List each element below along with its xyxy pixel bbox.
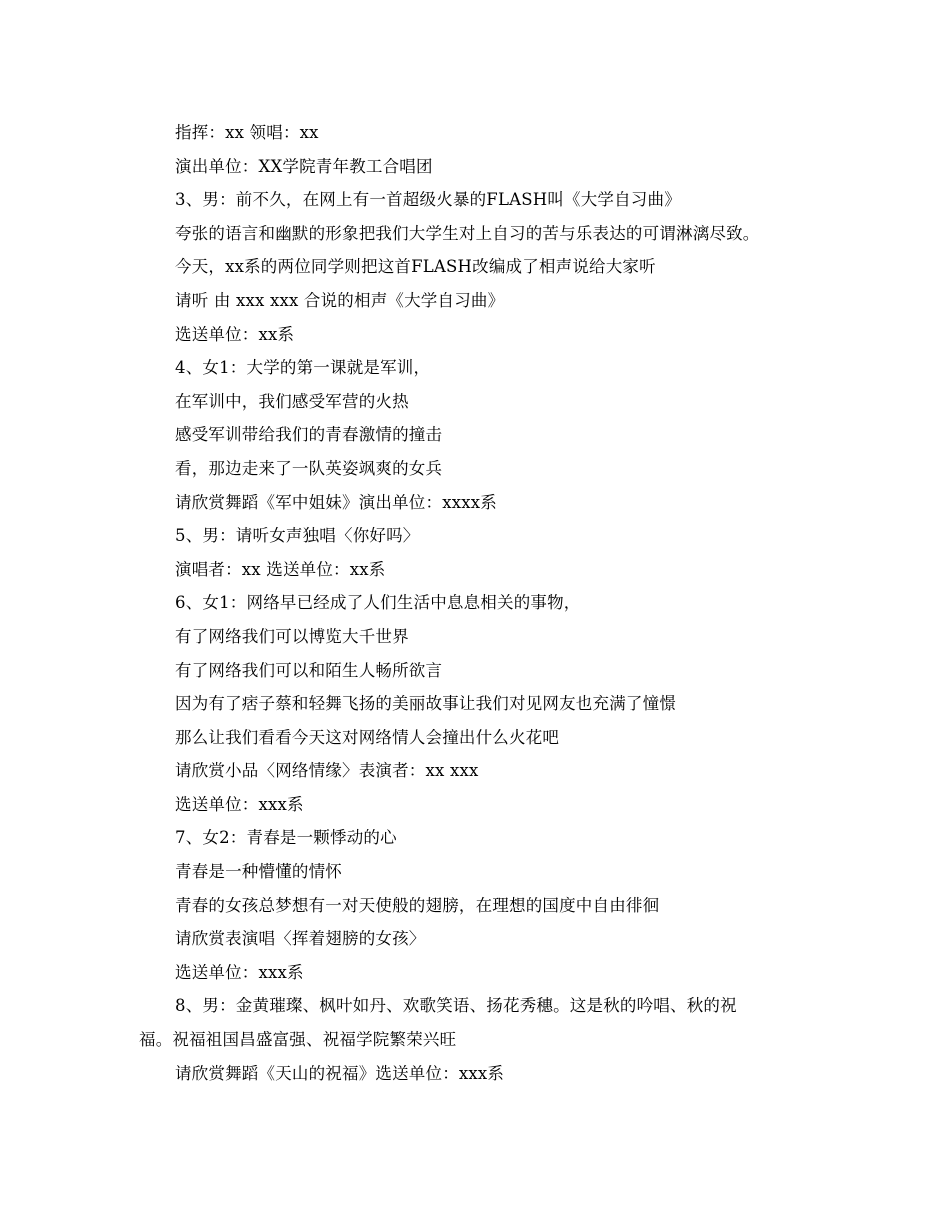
paragraph-8-line-1: 8、男：金黄璀璨、枫叶如丹、欢歌笑语、扬花秀穗。这是秋的吟唱、秋的祝	[175, 996, 737, 1016]
text-line: 3、男：前不久，在网上有一首超级火暴的FLASH叫《大学自习曲》	[175, 190, 681, 210]
text-line: 今天，xx系的两位同学则把这首FLASH改编成了相声说给大家听	[175, 257, 656, 277]
text-line: 演唱者：xx 选送单位：xx系	[175, 559, 386, 579]
text-line: 4、女1：大学的第一课就是军训，	[175, 358, 431, 378]
document-body	[139, 116, 829, 1090]
text-line: 感受军训带给我们的青春激情的撞击	[175, 425, 443, 445]
text-line: 7、女2：青春是一颗悸动的心	[175, 828, 397, 848]
text-line: 青春是一种懵懂的情怀	[175, 862, 342, 882]
text-line: 指挥：xx 领唱：xx	[175, 123, 319, 142]
text-line: 那么让我们看看今天这对网络情人会撞出什么火花吧	[175, 727, 560, 747]
text-line: 5、男：请听女声独唱〈你好吗〉	[175, 526, 420, 546]
text-line-last: 请欣赏舞蹈《天山的祝福》选送单位：xxx系	[175, 1063, 505, 1083]
text-line: 有了网络我们可以和陌生人畅所欲言	[175, 660, 443, 680]
text-line: 6、女1：网络早已经成了人们生活中息息相关的事物，	[175, 593, 581, 613]
text-line: 夸张的语言和幽默的形象把我们大学生对上自习的苦与乐表达的可谓淋漓尽致。	[175, 223, 760, 243]
text-line: 选送单位：xxx系	[175, 794, 304, 814]
text-line: 演出单位：XX学院青年教工合唱团	[175, 156, 433, 176]
text-line: 请欣赏表演唱〈挥着翅膀的女孩〉	[175, 929, 426, 949]
paragraph-8	[139, 989, 829, 1056]
text-line: 请欣赏小品〈网络情缘〉表演者：xx xxx	[175, 761, 479, 781]
paragraph-8-line-2: 福。祝福祖国昌盛富强、祝福学院繁荣兴旺	[139, 1030, 457, 1050]
text-line: 在军训中，我们感受军营的火热	[175, 391, 409, 411]
text-line: 选送单位：xx系	[175, 324, 295, 344]
text-line: 请欣赏舞蹈《军中姐妹》演出单位：xxxx系	[175, 492, 497, 512]
text-line: 青春的女孩总梦想有一对天使般的翅膀，在理想的国度中自由徘徊	[175, 895, 660, 915]
text-line: 选送单位：xxx系	[175, 962, 304, 982]
text-line: 有了网络我们可以博览大千世界	[175, 626, 409, 646]
text-line: 请听 由 xxx xxx 合说的相声《大学自习曲》	[175, 290, 505, 310]
text-line: 因为有了痞子蔡和轻舞飞扬的美丽故事让我们对见网友也充满了憧憬	[175, 694, 676, 714]
text-line: 看，那边走来了一队英姿飒爽的女兵	[175, 458, 443, 478]
